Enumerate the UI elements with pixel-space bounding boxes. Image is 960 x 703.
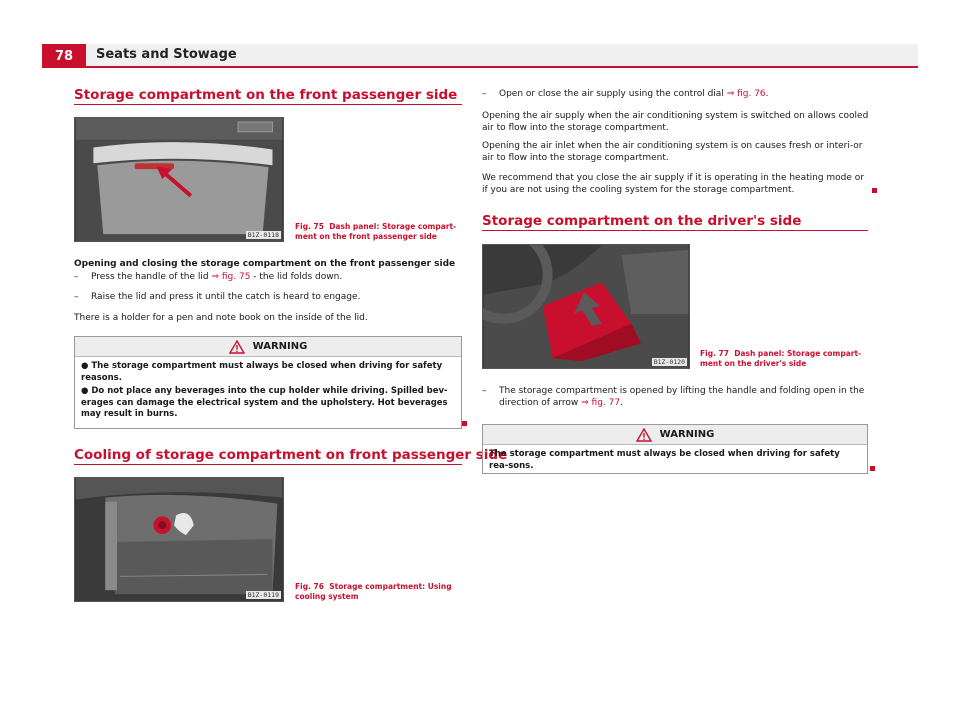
caption-number: Fig. 76 — [295, 582, 324, 591]
step-air-supply — [482, 88, 870, 100]
warning-bullet: ● The storage compartment must always be closed when driving for safety reasons. — [81, 361, 443, 383]
warning-header — [75, 337, 461, 357]
paragraph-air-inlet: Opening the air inlet when the air conditioning system is on causes fresh or interi-or air to flow into the storage compartment. — [482, 141, 863, 163]
step-dash: – — [74, 272, 79, 282]
figure-code: B1Z-0120 — [653, 358, 685, 366]
step-text-after: . — [765, 89, 769, 99]
note-pen-holder: There is a holder for a pen and note book on the inside of the lid. — [74, 313, 368, 323]
caption-text: Storage compartment: Using cooling system — [295, 582, 452, 601]
section-title-passenger-storage: Storage compartment on the front passenger side — [74, 87, 458, 103]
step-dash: – — [482, 386, 487, 396]
caption-number: Fig. 75 — [295, 222, 324, 231]
fig-76-link[interactable]: ⇒ fig. 76 — [726, 89, 766, 99]
section-title-driver-storage: Storage compartment on the driver's side — [482, 213, 802, 229]
page-number: 78 — [42, 44, 86, 68]
step-text: The storage compartment is opened by lifting the handle and folding open in the direction of arrow — [499, 386, 865, 408]
section-rule — [74, 104, 462, 105]
warning-label: WARNING — [659, 429, 715, 440]
warning-box-2 — [482, 424, 868, 474]
step-raise-lid — [74, 291, 464, 303]
glovebox-illustration — [75, 118, 283, 241]
figure-76-image — [74, 477, 284, 602]
caption-number: Fig. 77 — [700, 349, 729, 358]
section-title-cooling: Cooling of storage compartment on front passenger side — [74, 447, 508, 463]
step-text: Press the handle of the lid — [91, 272, 209, 282]
step-text: Raise the lid and press it until the catch is heard to engage. — [91, 292, 361, 302]
step-text-after: - the lid folds down. — [250, 272, 343, 282]
paragraph-recommendation: We recommend that you close the air supply if it is operating in the heating mode or if you are not using the cooling system for the storage compartment. — [482, 173, 865, 195]
caption-text: Dash panel: Storage compart-ment on the front passenger side — [295, 222, 457, 241]
driver-compartment-illustration — [483, 245, 689, 368]
warning-header — [483, 425, 867, 445]
figure-77-caption — [700, 349, 868, 369]
cooling-compartment-illustration — [75, 478, 283, 601]
figure-77-image — [482, 244, 690, 369]
subheading-open-close: Opening and closing the storage compartment on the front passenger side — [74, 259, 456, 269]
warning-box-1 — [74, 336, 462, 429]
fig-77-link[interactable]: ⇒ fig. 77 — [581, 398, 621, 408]
warning-label: WARNING — [252, 341, 308, 352]
section-rule — [482, 230, 868, 231]
warning-bullet: ● Do not place any beverages into the cup holder while driving. Spilled bev-erages can damage the electrical system and the upholstery. Hot beverages may result in burns. — [81, 386, 448, 419]
paragraph-ac-on: Opening the air supply when the air conditioning system is switched on allows cooled air to flow into the storage compartment. — [482, 111, 869, 133]
caption-text: Dash panel: Storage compart-ment on the driver's side — [700, 349, 862, 368]
section-end-marker — [462, 421, 467, 426]
figure-75-caption — [295, 222, 460, 242]
figure-code: B1Z-0119 — [247, 591, 279, 599]
figure-76-caption — [295, 582, 460, 602]
warning-text: The storage compartment must always be closed when driving for safety rea-sons. — [489, 449, 840, 471]
figure-75-image — [74, 117, 284, 242]
step-dash: – — [482, 89, 487, 99]
warning-triangle-icon — [636, 428, 652, 442]
section-end-marker — [872, 188, 877, 193]
fig-75-link[interactable]: ⇒ fig. 75 — [211, 272, 251, 282]
step-driver-open — [482, 385, 870, 409]
step-text: Open or close the air supply using the control dial — [499, 89, 724, 99]
step-dash: – — [74, 292, 79, 302]
figure-code: B1Z-0118 — [247, 231, 279, 239]
step-press-handle — [74, 271, 464, 283]
step-text-after: . — [620, 398, 623, 408]
section-rule — [74, 464, 462, 465]
chapter-title: Seats and Stowage — [96, 47, 237, 62]
section-end-marker — [870, 466, 875, 471]
warning-triangle-icon — [229, 340, 245, 354]
